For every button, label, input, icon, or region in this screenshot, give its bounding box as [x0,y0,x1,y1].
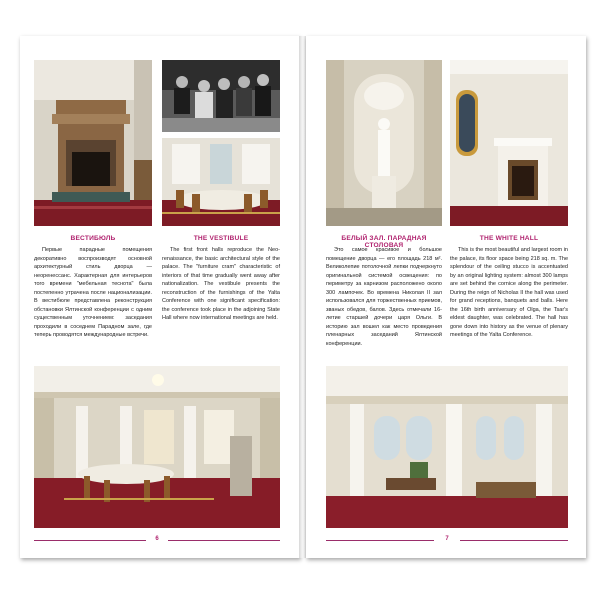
footer-rule-right [460,540,568,541]
text-white-hall-ru: Это самое красивое и большое помещение дворца — его площадь 218 м². Великолепие потолочной лепки подчеркнуто оригинальной системой освещения: по периметру за карнизом расположено около 300 лампочек. Во времена Николая II зал использовался для торжественных приемов, званых обедов, балов. Здесь отмечали 16-летие старшей дочери царя Ольги. В историю зал вошел как место проведения пленарных заседаний Ялтинской конференции. [326,247,442,347]
text-vestibule-ru: Первые парадные помещения декоративно воспроизводят основной архитектурный стиль дворца — неоренессанс. Характерная для интерьеров того времени "мебельная теснота" была постепенно утрачена после национализации. В вестибюле представлена реконструкция обстановки Ялтинской конференции с одним существенным уточнением: заседания проходили в соседнем Парадном зале, где теперь проводятся международные встречи. [34,247,152,338]
booklet-spread [20,36,586,560]
heading-white-hall-ru: БЕЛЫЙ ЗАЛ. ПАРАДНАЯ СТОЛОВАЯ [341,235,427,249]
photo-white-hall-statue [326,60,442,226]
footer-page-7 [326,536,568,544]
footer-page-6 [34,536,280,544]
text-vestibule-en: The first front halls reproduce the Neo-renaissance, the basic architectural style of the palace. The "furniture cram" characteristic of interiors of that time gradually went away after nationalization. The vestibule presents the reconstruction of the furnishings of the Yalta Conference with one significant specification: the conference took place in the adjoining State Hall where now international meetings are held. [162,247,280,321]
photo-white-hall-interior [326,366,568,528]
photo-vestibule-fireplace [34,60,152,226]
page-number-7: 7 [445,536,449,542]
footer-rule-left [34,540,146,541]
page-7 [306,36,586,558]
footer-rule-right [168,540,280,541]
photo-vestibule-hall [34,366,280,528]
photo-white-hall-fireplace [450,60,568,226]
photo-yalta-conference-bw [162,60,280,132]
photo-vestibule-table [162,138,280,226]
page-6 [20,36,300,558]
text-white-hall-en: This is the most beautiful and largest room in the palace, its floor space being 218 sq. m. The splendour of the ceiling stucco is accentuated by an original lighting system: almost 300 lamps are set behind the cornice along the perimeter. During the reign of Nicholas II the hall was used for grand receptions, banquets and balls. Here the 16th birth anniversary of Olga, the Tsar's eldest daughter, was celebrated. The hall has gone down into history as the venue of plenary meetings of the Yalta Conference. [450,247,568,338]
heading-vestibule-en: THE VESTIBULE [193,235,249,242]
page-number-6: 6 [155,536,159,542]
footer-rule-left [326,540,434,541]
heading-vestibule-ru: ВЕСТИБЮЛЬ [70,235,116,242]
heading-white-hall-en: THE WHITE HALL [479,235,539,242]
